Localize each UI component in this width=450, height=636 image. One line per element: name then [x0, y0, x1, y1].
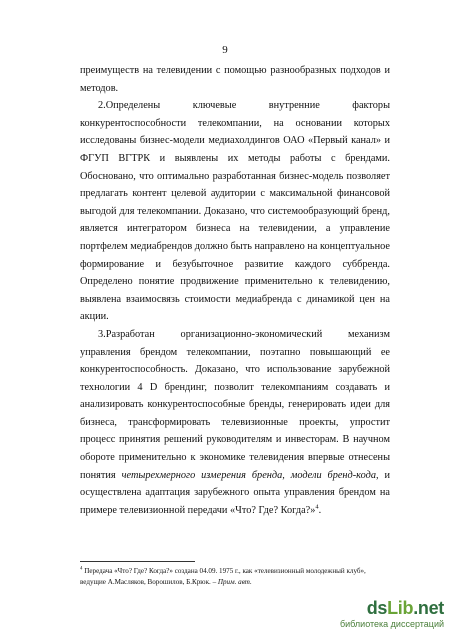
paragraph-3-period: .: [318, 504, 322, 516]
footnote-mark: 4: [80, 566, 83, 572]
footnote-text: Передача «Что? Где? Когда?» создана 04.09. 1975 г., как «телевизионный молодежный клуб», ведущие А.Масляков, Ворошилов, Б.Крюк. –: [80, 567, 366, 586]
watermark-logo: [367, 598, 444, 619]
body-text: [80, 62, 390, 519]
paragraph-2: 2.Определены ключевые внутренние факторы конкурентоспособности телекомпании, на основании которых исследованы бизнес-модели медиахолдингов ОАО «Первый канал» и ФГУП ВГТРК и выявлены их методы работы с брендами. Обосновано, что оптимально разработанная бизнес-модель позволяет предлагать контент целевой аудитории с максимальной финансовой выгодой для телекомпании. Доказано, что системообразующий бренд, является интегратором бизнеса на телевидении, а управление портфелем медиабрендов должно быть направлено на концептуальное формирование и безубыточное развитие каждого суббренда. Определено понятие продвижение применительно к телевидению, выявлена взаимосвязь стоимости медиабренда с динамикой цен на акции.: [80, 100, 390, 323]
watermark-subtitle: библиотека диссертаций: [339, 619, 444, 629]
watermark-logo-lib: Lib: [387, 598, 414, 618]
paragraph-3: [80, 326, 390, 520]
watermark: [324, 598, 444, 632]
page-number: 9: [222, 44, 228, 56]
paragraph-3-text: 3.Разработан организационно-экономический механизм управления брендом телекомпании, поэтапно повышающий ее конкурентоспособность. Доказано, что использование зарубежной технологии 4 D брендинг, позволит телекомпаниям создавать и анализировать конкурентоспособные бренды, генерировать идеи для бизнеса, трансформировать телевизионные проекты, упростит процесс принятия решений руководителям и инвесторам. В научном обороте применительно к экономике телевидения впервые отнесены понятия: [80, 328, 390, 481]
paragraph-3-italic-terms: четырехмерного измерения бренда, модели бренд-кода,: [121, 469, 379, 481]
footnote-author-note: Прим. авт.: [217, 577, 252, 586]
paragraph-1: преимуществ на телевидении с помощью разнообразных подходов и методов.: [80, 65, 390, 94]
footnote: [80, 566, 392, 587]
paragraph-3-text-end: и осуществлена адаптация зарубежного опыта управления брендом на примере телевизионной передачи «Что? Где? Когда?»: [80, 469, 390, 516]
footnote-reference: 4: [315, 503, 319, 511]
watermark-logo-net: .net: [413, 598, 444, 618]
footnote-separator: [80, 561, 195, 562]
watermark-logo-ds: ds: [366, 598, 388, 618]
